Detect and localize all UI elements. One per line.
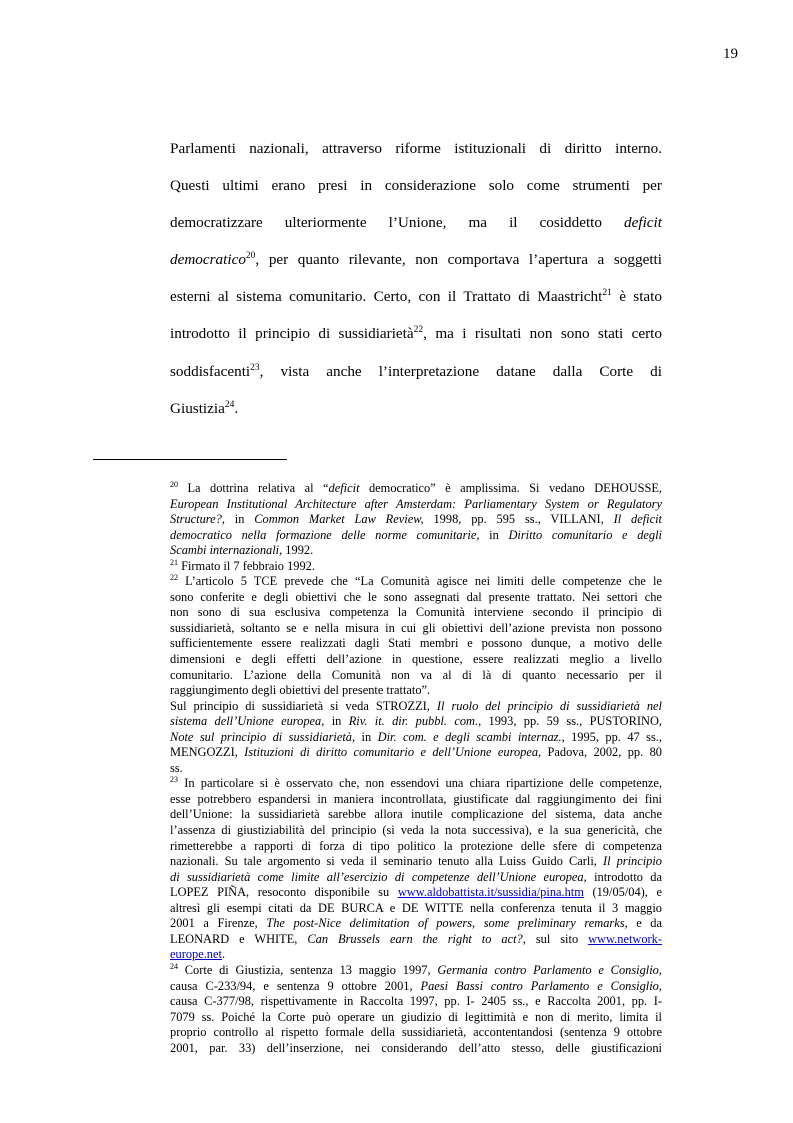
footnote-23: $^{23}$ In particolare si è osservato che, non essendovi una chiara ripartizione delle competenze, [170, 776, 662, 791]
footnote-22: $^{22}$ L’articolo 5 TCE prevede che “La Comunità agisce nei limiti delle competenze che le [170, 574, 662, 589]
body-line: introdotto il principio di sussidiarietà$^{22}$, ma i risultati non sono stati certo [170, 325, 662, 343]
footnote-line: comunitario. L’azione della Comunità non va al di là di quanto necessario per il [170, 667, 662, 682]
footnote-line: nazionali. Su tale argomento si veda il seminario tenuto alla Luiss Guido Carli, Il principio [170, 854, 662, 869]
footnote-ref[interactable]: 21 [602, 288, 612, 299]
footnote-line: causa C-233/94, e sentenza 9 ottobre 2001, Paesi Bassi contro Parlamento e Consiglio, [170, 978, 662, 993]
footnote-line: Structure?, in Common Market Law Review, 1998, pp. 595 ss., VILLANI, Il deficit [170, 512, 662, 527]
footnote-line: ss. [170, 760, 183, 775]
body-line: Giustizia$^{24}$. [170, 399, 239, 417]
footnote-line: raggiungimento degli obiettivi del presente trattato”. [170, 683, 431, 698]
footnote-line: non sono di sua esclusiva competenza la Comunità interviene secondo il principio di [170, 605, 662, 620]
body-line: Parlamenti nazionali, attraverso riforme istituzionali di diritto interno. [170, 140, 662, 157]
footnote-line: 7079 ss. Poiché la Corte può operare un giudizio di legittimità e non di merito, limita il [170, 1009, 662, 1024]
footnote-20: $^{20}$ La dottrina relativa al “deficit democratico” è amplissima. Si vedano DEHOUSSE, [170, 481, 662, 495]
footnote-line: 2001, par. 33) dell’inserzione, nei considerando dell’atto stesso, delle giustificazioni [170, 1040, 662, 1055]
link-network-europe-cont[interactable]: europe.net [170, 947, 222, 962]
footnote-line: 2001 a Firenze, The post-Nice delimitation of powers, some preliminary remarks, e da [170, 916, 662, 931]
footnote-line: European Institutional Architecture after Amsterdam: Parliamentary System or Regulatory [170, 496, 662, 511]
footnote-line: europe.net. [170, 947, 226, 962]
footnote-line: altresì gli esempi citati da DE BURCA e DE WITTE nella conferenza tenuta il 3 maggio [170, 900, 662, 915]
footnote-ref[interactable]: 20 [245, 251, 256, 262]
footnote-line: causa C-377/98, rispettivamente in Raccolta 1997, pp. I- 2405 ss., e Raccolta 2001, pp. I- [170, 994, 662, 1009]
footnote-line: rimetterebbe a rapporti di forza di tipo politico la protezione delle sfere di competenza [170, 838, 662, 853]
footnote-line: proprio controllo al rispetto formale della sussidiarietà, accontentandosi (sentenza 9 ottobre [170, 1025, 662, 1040]
footnote-line: sufficientemente essere realizzati dagli Stati membri e possono dunque, a motivo delle [170, 636, 662, 651]
footnote-line: di sussidiarietà come limite all’esercizio di competenze dell’Unione europea, introdotto da [170, 869, 662, 884]
footnote-line: sussidiarietà, soltanto se e nella misura in cui gli obiettivi dell’azione prevista non possono [170, 620, 662, 635]
footnote-line: sono conferite e degli obiettivi che le sono assegnati dal presente trattato. Nei settori che [170, 589, 662, 604]
footnote-line: LOPEZ PIÑA, resoconto disponibile su www.aldobattista.it/sussidia/pina.htm (19/05/04), e [170, 885, 662, 900]
footnote-21: $^{21}$ Firmato il 7 febbraio 1992. [170, 558, 315, 573]
footnote-ref[interactable]: 23 [250, 362, 260, 373]
footnote-line: democratico nella formazione delle norme comunitarie, in Diritto comunitario e degli [170, 527, 662, 542]
footnotes [170, 481, 662, 1056]
footnote-line: sistema dell’Unione europea, in Riv. it. dir. pubbl. com., 1993, pp. 59 ss., PUSTORINO, [170, 714, 662, 729]
footnote-line: Scambi internazionali, 1992. [170, 543, 314, 558]
footnote-line: Note sul principio di sussidiarietà, in Dir. com. e degli scambi internaz., 1995, pp. 47 ss., [170, 729, 662, 744]
footnote-line: MENGOZZI, Istituzioni di diritto comunitario e dell’Unione europea, Padova, 2002, pp. 80 [170, 745, 662, 760]
footnote-ref[interactable]: 22 [413, 325, 424, 336]
footnote-line: Sul principio di sussidiarietà si veda STROZZI, Il ruolo del principio di sussidiarietà nel [170, 698, 662, 713]
footnote-line: LEONARD e WHITE, Can Brussels earn the right to act?, sul sito www.network- [170, 931, 662, 946]
body-line: democratizzare ulteriormente l’Unione, ma il cosiddetto deficit [170, 214, 662, 232]
footnote-separator [93, 459, 287, 460]
body-line: democratico$^{20}$, per quanto rilevante, non comportava l’apertura a soggetti [170, 251, 662, 269]
body-line: Questi ultimi erano presi in considerazione solo come strumenti per [170, 177, 662, 195]
body-text [170, 130, 662, 427]
footnote-line: dimensioni e degli effetti dell’azione in questione, essere realizzati meglio a livello [170, 652, 662, 667]
body-line: esterni al sistema comunitario. Certo, con il Trattato di Maastricht$^{21}$ è stato [170, 288, 662, 306]
footnote-line: esse potrebbero espandersi in maniera incontrollata, giustificate dal raggiungimento dei fini [170, 791, 662, 806]
footnote-line: l’assenza di giustiziabilità del principio (si veda la nota successiva), e la sua genericità, che [170, 823, 662, 838]
footnote-ref[interactable]: 24 [224, 399, 235, 410]
footnote-24: $^{24}$ Corte di Giustizia, sentenza 13 maggio 1997, Germania contro Parlamento e Consiglio, [170, 962, 662, 977]
link-network-europe[interactable]: www.network- [588, 931, 662, 946]
page-number: 19 [723, 46, 738, 62]
footnote-line: dell’Unione: la sussidiarietà sarebbe allora inutile complicazione del sistema, data anche [170, 807, 662, 822]
body-line: soddisfacenti$^{23}$, vista anche l’interpretazione datane dalla Corte di [170, 362, 662, 380]
link-aldobattista[interactable]: www.aldobattista.it/sussidia/pina.htm [397, 885, 584, 900]
